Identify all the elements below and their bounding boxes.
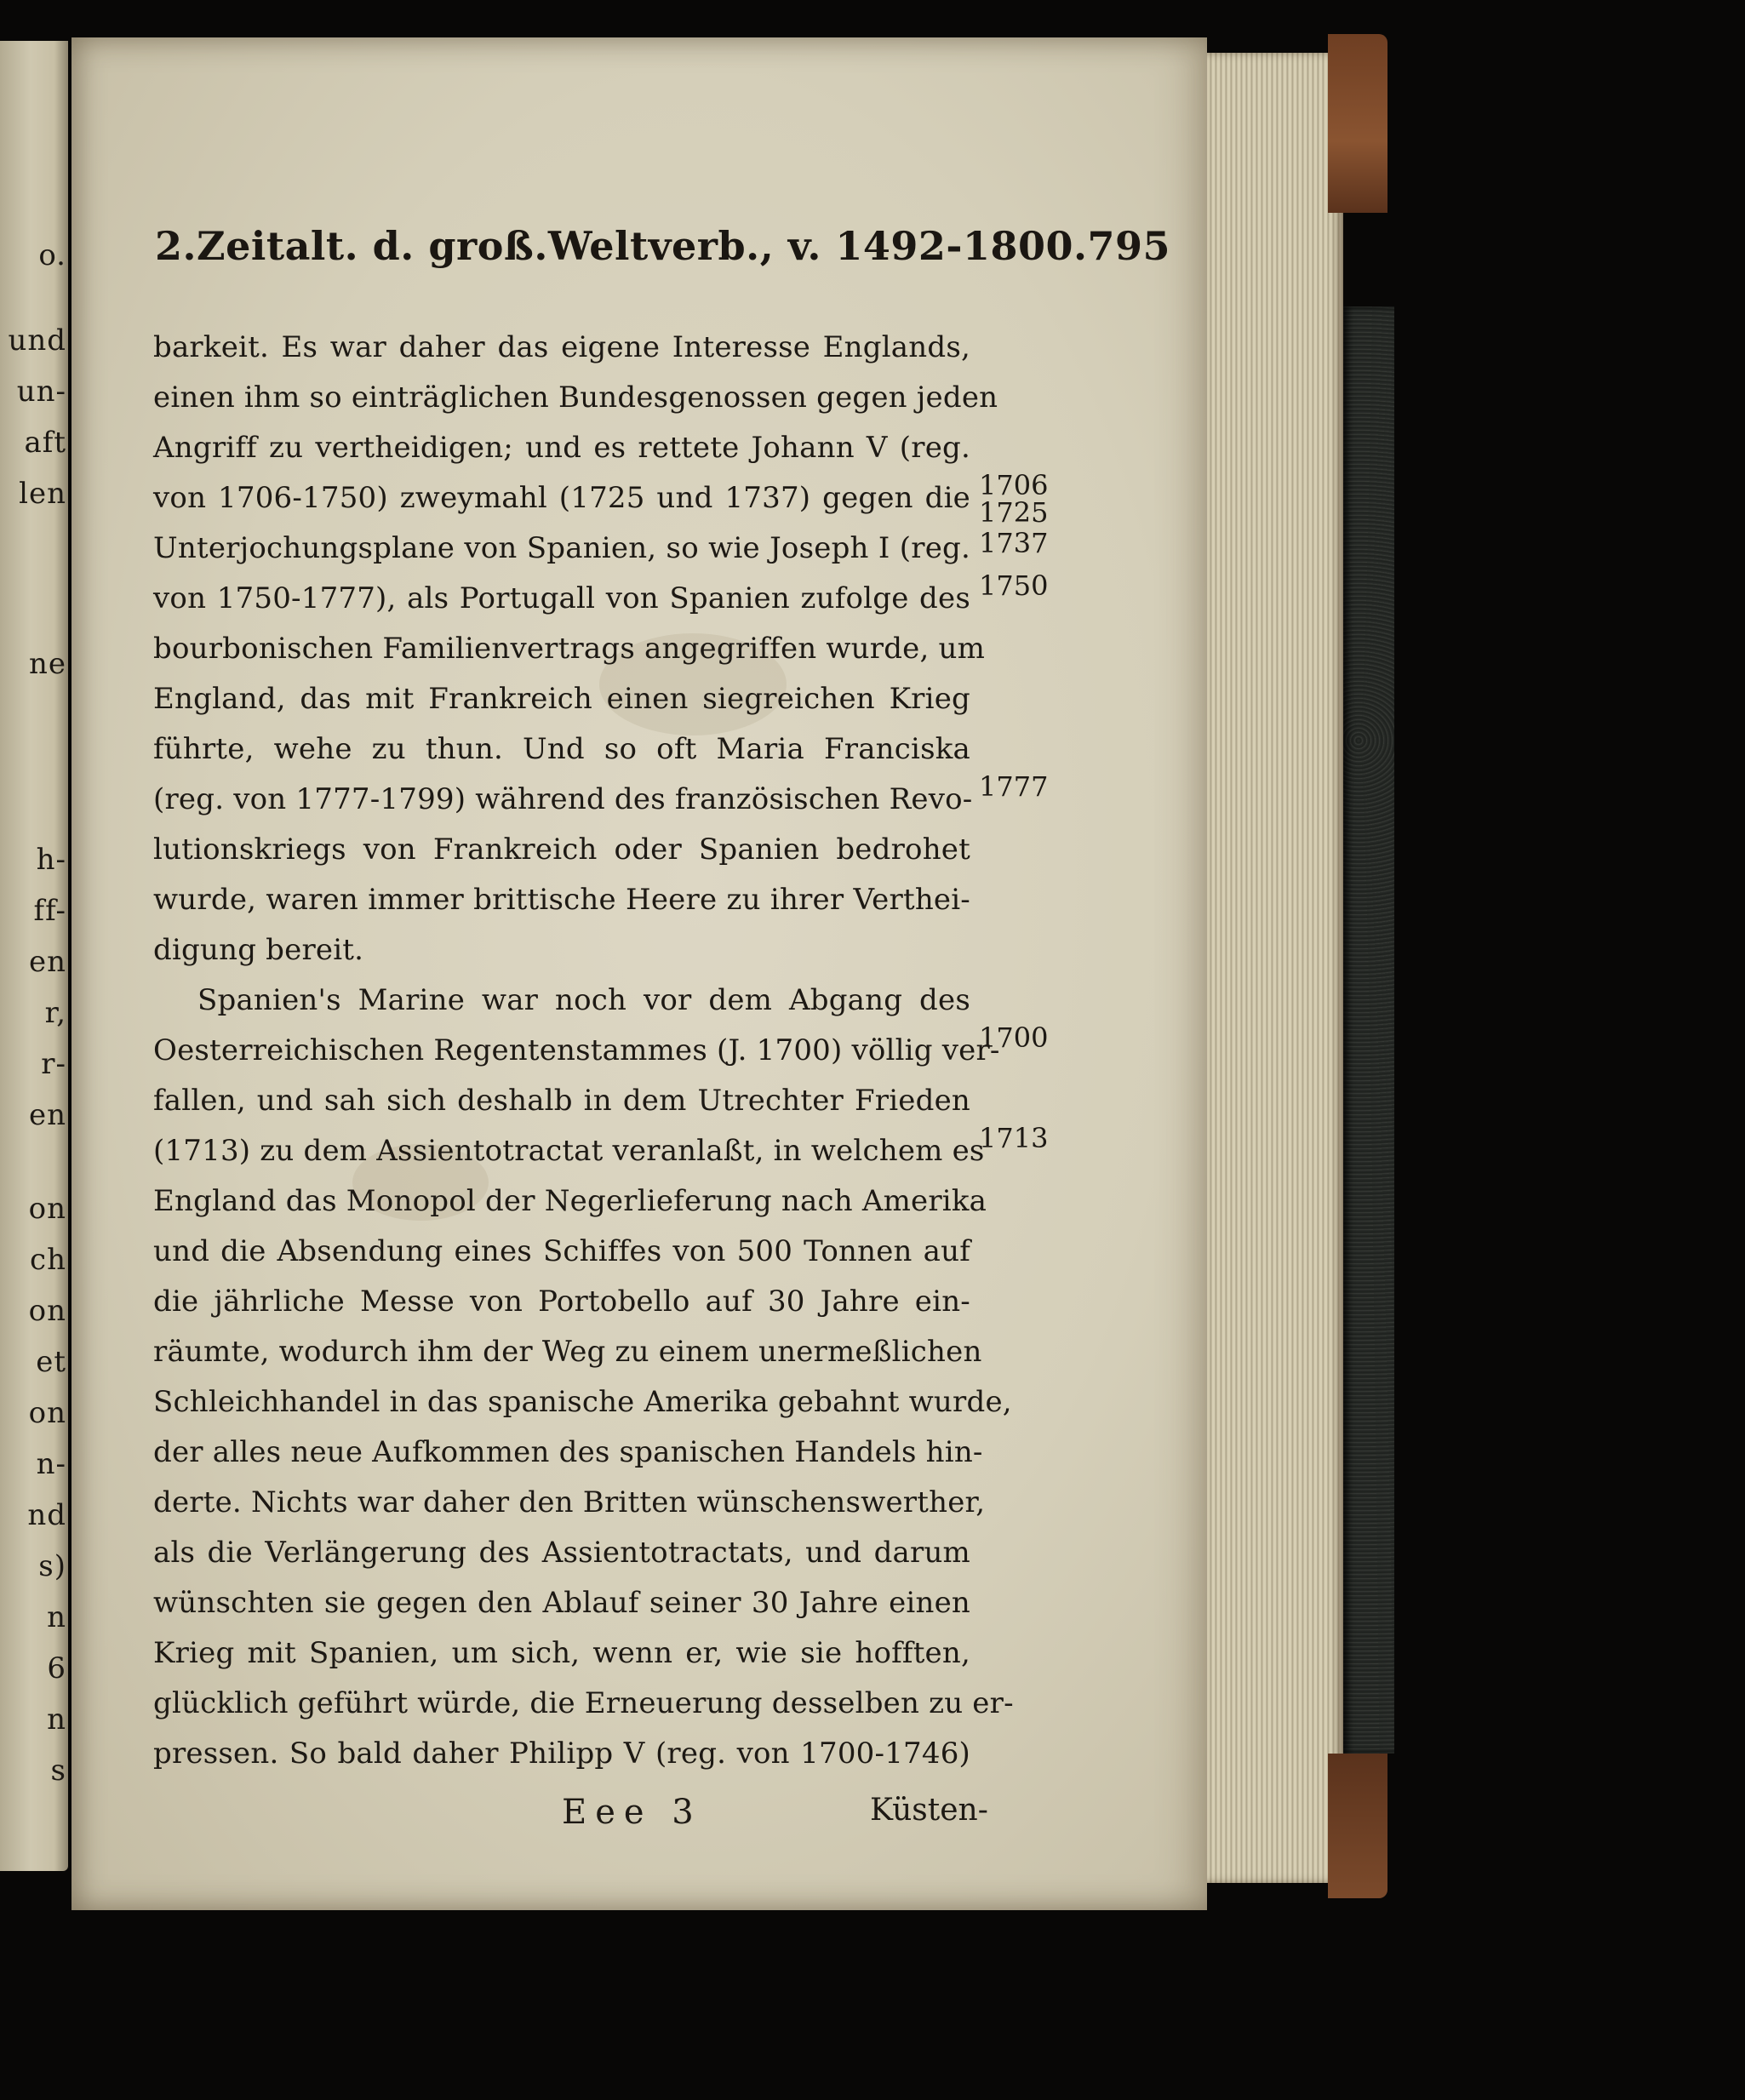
previous-page-fragment: et xyxy=(36,1345,66,1379)
previous-page-fragment: ch xyxy=(30,1243,66,1277)
running-header xyxy=(155,223,1171,269)
margin-date: 1737 xyxy=(979,526,1049,559)
signature-mark: Eee 3 xyxy=(562,1793,702,1832)
cover-marbled-board xyxy=(1343,306,1394,1754)
previous-page-fragment: aft xyxy=(24,426,66,460)
previous-page-fragment: ff- xyxy=(33,894,66,928)
text-line: digung bereit. xyxy=(153,933,364,967)
text-line: bourbonischen Familienvertrags angegriffen wurde, um xyxy=(153,632,986,666)
text-line: von 1706-1750) zweymahl (1725 und 1737) gegen die xyxy=(153,481,970,515)
previous-page-fragment: n- xyxy=(36,1447,66,1481)
previous-page-fragment: nd xyxy=(27,1498,66,1532)
text-line: und die Absendung eines Schiffes von 500 Tonnen auf xyxy=(153,1234,970,1268)
page-block-edges xyxy=(1207,53,1343,1883)
text-line: Krieg mit Spanien, um sich, wenn er, wie sie hofften, xyxy=(153,1636,970,1670)
page-number: 795 xyxy=(1087,223,1171,269)
text-line: von 1750-1777), als Portugall von Spanien zufolge des xyxy=(153,581,970,615)
margin-date: 1706 xyxy=(979,469,1049,501)
previous-page-fragment: s) xyxy=(38,1549,66,1583)
text-line: England das Monopol der Negerlieferung nach Amerika xyxy=(153,1184,987,1218)
margin-date: 1725 xyxy=(979,496,1049,529)
running-title: 2.Zeitalt. d. groß.Weltverb., v. 1492-1800. xyxy=(155,223,1088,269)
text-line: fallen, und sah sich deshalb in dem Utrechter Frieden xyxy=(153,1084,970,1118)
previous-page-fragment: on xyxy=(28,1396,66,1430)
text-line: barkeit. Es war daher das eigene Interesse Englands, xyxy=(153,330,970,364)
catchword: Küsten- xyxy=(870,1793,988,1828)
text-line: derte. Nichts war daher den Britten wünschenswerther, xyxy=(153,1485,986,1519)
margin-date: 1713 xyxy=(979,1122,1049,1154)
previous-page-fragment: 6 xyxy=(47,1651,66,1685)
margin-date: 1777 xyxy=(979,770,1049,803)
previous-page-fragment: h- xyxy=(36,843,66,877)
cover-leather-bottom xyxy=(1328,1754,1387,1898)
text-line: als die Verlängerung des Assientotractats, und darum xyxy=(153,1536,970,1570)
text-line: Unterjochungsplane von Spanien, so wie Joseph I (reg. xyxy=(153,531,970,565)
text-line: glücklich geführt würde, die Erneuerung desselben zu er- xyxy=(153,1686,1014,1720)
previous-page-fragment: und xyxy=(8,323,66,358)
text-line: wünschten sie gegen den Ablauf seiner 30 Jahre einen xyxy=(153,1586,970,1620)
text-line: lutionskriegs von Frankreich oder Spanien bedrohet xyxy=(153,833,970,867)
previous-page-fragment: un- xyxy=(16,375,66,409)
text-line: Schleichhandel in das spanische Amerika gebahnt wurde, xyxy=(153,1385,1012,1419)
previous-page-fragment: en xyxy=(28,945,66,979)
margin-date: 1750 xyxy=(979,569,1049,602)
previous-page-fragment: r- xyxy=(41,1047,66,1081)
previous-page-fragment: n xyxy=(47,1702,66,1737)
text-line: der alles neue Aufkommen des spanischen Handels hin- xyxy=(153,1435,983,1469)
previous-page-fragment: en xyxy=(28,1098,66,1132)
text-line: die jährliche Messe von Portobello auf 30 Jahre ein- xyxy=(153,1285,970,1319)
previous-page-fragment: n xyxy=(47,1600,66,1634)
text-line: England, das mit Frankreich einen siegreichen Krieg xyxy=(153,682,970,716)
previous-page-fragment: r, xyxy=(44,996,66,1030)
text-line: pressen. So bald daher Philipp V (reg. von 1700-1746) xyxy=(153,1737,970,1771)
book-page xyxy=(72,37,1207,1910)
previous-page-fragment: o. xyxy=(38,238,66,272)
cover-leather-top xyxy=(1328,34,1387,213)
previous-page-fragment: len xyxy=(19,477,66,511)
margin-date: 1700 xyxy=(979,1021,1049,1054)
previous-page-fragment: on xyxy=(28,1294,66,1328)
text-line: einen ihm so einträglichen Bundesgenossen gegen jeden xyxy=(153,381,998,415)
text-line: wurde, waren immer brittische Heere zu ihrer Verthei- xyxy=(153,883,970,917)
text-line: Angriff zu vertheidigen; und es rettete Johann V (reg. xyxy=(153,431,970,465)
previous-page-fragment: on xyxy=(28,1192,66,1226)
text-line: (1713) zu dem Assientotractat veranlaßt, in welchem es xyxy=(153,1134,985,1168)
previous-page-fragment: s xyxy=(50,1754,66,1788)
text-line: räumte, wodurch ihm der Weg zu einem unermeßlichen xyxy=(153,1335,982,1369)
previous-page-fragment: ne xyxy=(28,647,66,681)
text-line: Oesterreichischen Regentenstammes (J. 1700) völlig ver- xyxy=(153,1033,1000,1067)
text-line: Spanien's Marine war noch vor dem Abgang des xyxy=(197,983,970,1017)
text-line: (reg. von 1777-1799) während des französischen Revo- xyxy=(153,782,973,816)
text-line: führte, wehe zu thun. Und so oft Maria Franciska xyxy=(153,732,970,766)
